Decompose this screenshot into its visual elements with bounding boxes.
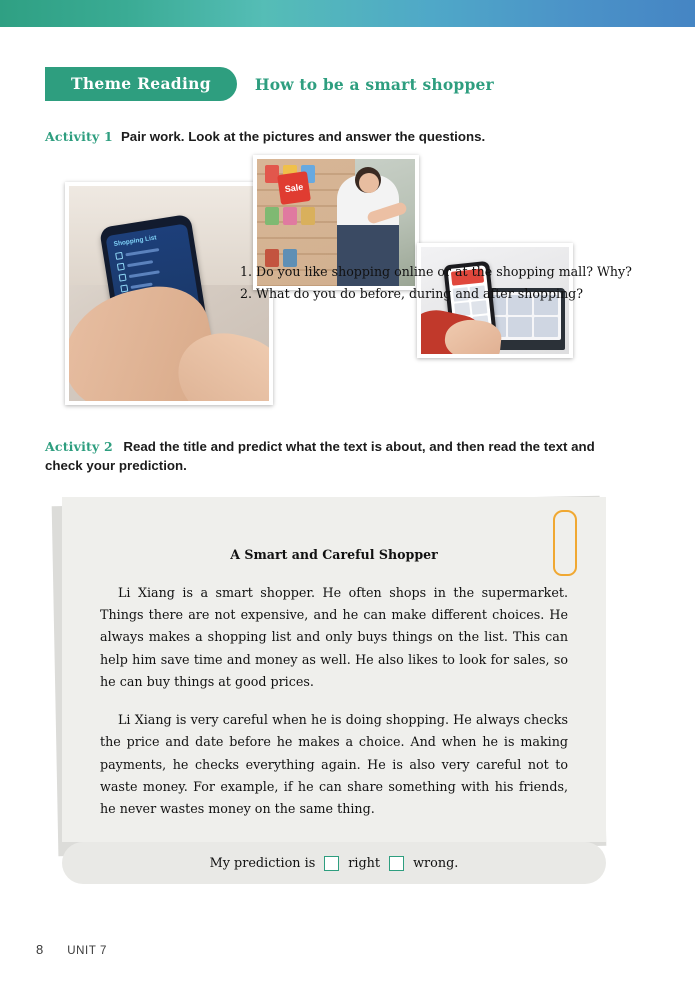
- activity-1-instruction: Pair work. Look at the pictures and answer the questions.: [120, 129, 486, 144]
- question-number: 2.: [240, 285, 253, 301]
- activity-2-label: Activity 2: [45, 439, 113, 454]
- shopping-list-screen-title: Shopping List: [113, 234, 158, 249]
- theme-reading-title: How to be a smart shopper: [254, 74, 494, 94]
- passage-paragraph: Li Xiang is very careful when he is doing shopping. He always checks the price and date before he makes a choice. And when he is making payments, he checks everything again. He is also very careful not to waste money. For example, if he can share something with his friends, he never wastes money on the same thing.: [100, 712, 568, 816]
- question-number: 1.: [240, 264, 253, 279]
- prediction-right-label: right: [348, 855, 381, 871]
- prediction-right-checkbox[interactable]: [324, 856, 339, 871]
- page-top-gradient-bar: [0, 0, 695, 27]
- activity-1-heading: [45, 127, 645, 146]
- prediction-answer-bar: [62, 842, 606, 884]
- passage-paragraph: Li Xiang is a smart shopper. He often shops in the supermarket. Things there are not expensive, and he can make different choices. He always makes a shopping list and only buys things on the list. This can help him save time and money as well. He also likes to look for sales, so he can buy things at good prices.: [100, 585, 568, 689]
- question-text: Do you like shopping online or at the shopping mall? Why?: [256, 264, 632, 279]
- activity-2-heading: [45, 437, 635, 476]
- reading-passage-card: [62, 497, 606, 842]
- unit-label: UNIT 7: [67, 945, 108, 957]
- theme-reading-pill: Theme Reading: [45, 67, 237, 101]
- paper-clip-icon: [553, 510, 577, 576]
- prediction-prefix-label: My prediction is: [209, 855, 316, 871]
- prediction-wrong-label: wrong.: [413, 855, 459, 871]
- page-number: 8: [36, 942, 44, 957]
- passage-title: A Smart and Careful Shopper: [230, 547, 438, 562]
- page-footer: [36, 942, 107, 957]
- question-text: What do you do before, during and after shopping?: [256, 285, 583, 301]
- page-content: [0, 27, 695, 983]
- activity-1-label: Activity 1: [45, 129, 113, 144]
- activity-1-question-list: [240, 262, 640, 305]
- question-item: [240, 262, 640, 282]
- sale-sign-icon: Sale: [277, 171, 311, 205]
- activity-2-instruction: Read the title and predict what the text is about, and then read the text and check your prediction.: [45, 439, 595, 474]
- theme-reading-header: [45, 67, 494, 101]
- question-item: [240, 284, 640, 304]
- prediction-wrong-checkbox[interactable]: [389, 856, 404, 871]
